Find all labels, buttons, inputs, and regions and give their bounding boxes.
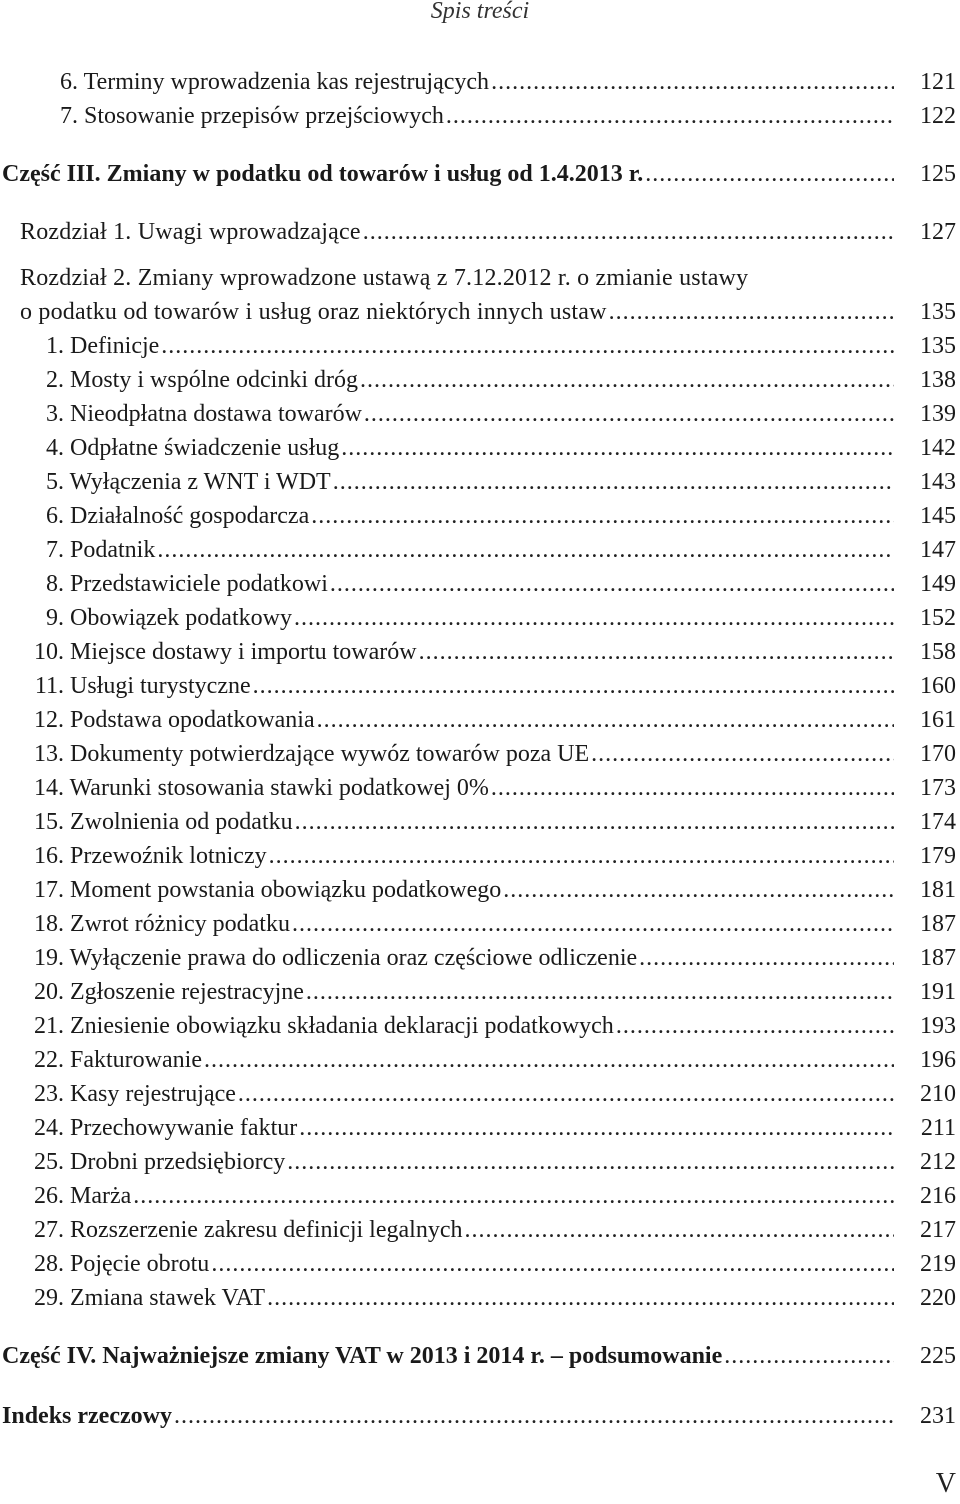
leader-dots (643, 158, 894, 190)
entry-title: Zgłoszenie rejestracyjne (70, 979, 304, 1005)
leader-dots (462, 1214, 894, 1246)
page-ref: 193 (920, 1013, 956, 1039)
entry-number: 16. (34, 843, 64, 869)
toc-entry (0, 66, 960, 98)
page-ref: 217 (920, 1217, 956, 1243)
leader-dots (722, 1340, 894, 1372)
entry-number: 19. (34, 945, 64, 971)
toc-entry (0, 840, 960, 872)
entry-number: 28. (34, 1251, 64, 1277)
page-ref: 231 (920, 1403, 956, 1429)
entry-title: Rozdział 2. Zmiany wprowadzone ustawą z 7.12.2012 r. o zmianie ustawy (20, 265, 749, 291)
entry-number: 14. (34, 775, 64, 801)
entry-title: Indeks rzeczowy (2, 1403, 172, 1429)
page-ref: 187 (920, 945, 956, 971)
page-ref: 152 (920, 605, 956, 631)
leader-dots (489, 66, 894, 98)
leader-dots (290, 908, 894, 940)
entry-number: 6. (46, 503, 64, 529)
entry-number: 26. (34, 1183, 64, 1209)
leader-dots (131, 1180, 894, 1212)
page-ref: 211 (920, 1115, 956, 1141)
entry-title: Nieodpłatna dostawa towarów (70, 401, 362, 427)
leader-dots (285, 1146, 894, 1178)
toc-entry (0, 364, 960, 396)
entry-number: 7. (46, 537, 64, 563)
entry-number: 21. (34, 1013, 64, 1039)
page-ref: 142 (920, 435, 956, 461)
entry-title: Marża (70, 1183, 132, 1209)
entry-number: 13. (34, 741, 64, 767)
toc-entry (0, 874, 960, 906)
leader-dots (417, 636, 894, 668)
entry-title: Zniesienie obowiązku składania deklaracji podatkowych (70, 1013, 614, 1039)
toc-entry (0, 500, 960, 532)
page-ref: 127 (920, 219, 956, 245)
entry-title: Stosowanie przepisów przejściowych (84, 103, 444, 129)
page-ref: 135 (920, 333, 956, 359)
page-ref: 160 (920, 673, 956, 699)
entry-title: Moment powstania obowiązku podatkowego (70, 877, 502, 903)
leader-dots (159, 330, 894, 362)
toc-entry (0, 534, 960, 566)
entry-title: Przewoźnik lotniczy (70, 843, 267, 869)
leader-dots (637, 942, 894, 974)
entry-title: Część III. Zmiany w podatku od towarów i usług od 1.4.2013 r. (2, 161, 644, 187)
toc-entry (0, 908, 960, 940)
leader-dots (267, 840, 894, 872)
page-ref: 187 (920, 911, 956, 937)
entry-title: Przedstawiciele podatkowi (70, 571, 328, 597)
page-ref: 147 (920, 537, 956, 563)
toc-entry (0, 100, 960, 132)
entry-number: 2. (46, 367, 64, 393)
toc-entry (0, 806, 960, 838)
page-ref: 125 (920, 161, 956, 187)
page-ref: 135 (920, 299, 956, 325)
leader-dots (251, 670, 894, 702)
toc-entry (0, 1044, 960, 1076)
leader-dots (293, 806, 894, 838)
entry-title: Warunki stosowania stawki podatkowej 0% (69, 775, 489, 801)
entry-number: 9. (46, 605, 64, 631)
entry-number: 15. (34, 809, 64, 835)
leader-dots (209, 1248, 894, 1280)
leader-dots (607, 296, 894, 328)
toc-entry (0, 1078, 960, 1110)
leader-dots (292, 602, 894, 634)
leader-dots (304, 976, 894, 1008)
toc-entry (0, 602, 960, 634)
entry-title: Pojęcie obrotu (70, 1251, 210, 1277)
entry-number: 4. (46, 435, 64, 461)
leader-dots (501, 874, 894, 906)
entry-title: Zmiana stawek VAT (70, 1285, 266, 1311)
entry-title: Rozdział 1. Uwagi wprowadzające (20, 219, 361, 245)
leader-dots (358, 364, 894, 396)
entry-title: Wyłączenie prawa do odliczenia oraz częściowe odliczenie (69, 945, 638, 971)
entry-number: 27. (34, 1217, 64, 1243)
leader-dots (202, 1044, 894, 1076)
entry-title: Usługi turystyczne (70, 673, 251, 699)
entry-title: Wyłączenia z WNT i WDT (69, 469, 331, 495)
entry-number: 24. (34, 1115, 64, 1141)
toc-entry (0, 330, 960, 362)
leader-dots (361, 216, 894, 248)
toc-entry (0, 1248, 960, 1280)
leader-dots (172, 1400, 894, 1432)
toc-entry (0, 466, 960, 498)
entry-number: 20. (34, 979, 64, 1005)
entry-number: 10. (34, 639, 64, 665)
entry-number: 12. (34, 707, 64, 733)
leader-dots (589, 738, 894, 770)
page-ref: 149 (920, 571, 956, 597)
page-ref: 122 (920, 103, 956, 129)
toc-entry (0, 398, 960, 430)
page-ref: 225 (920, 1343, 956, 1369)
toc-entry (0, 1214, 960, 1246)
leader-dots (236, 1078, 894, 1110)
entry-title: Mosty i wspólne odcinki dróg (70, 367, 358, 393)
page-ref: 145 (920, 503, 956, 529)
entry-title: Podatnik (70, 537, 156, 563)
toc-entry (0, 772, 960, 804)
page-ref: 179 (920, 843, 956, 869)
page-ref: 181 (920, 877, 956, 903)
leader-dots (155, 534, 894, 566)
entry-title: Kasy rejestrujące (70, 1081, 236, 1107)
page-ref: 158 (920, 639, 956, 665)
entry-number: 5. (46, 469, 64, 495)
entry-title: Podstawa opodatkowania (70, 707, 315, 733)
entry-title: Miejsce dostawy i importu towarów (70, 639, 417, 665)
entry-number: 1. (46, 333, 64, 359)
leader-dots (309, 500, 894, 532)
toc-entry (0, 1010, 960, 1042)
toc-entry (0, 636, 960, 668)
toc-entry (0, 738, 960, 770)
entry-number: 18. (34, 911, 64, 937)
toc-entry (0, 976, 960, 1008)
page-ref: 139 (920, 401, 956, 427)
toc-entry (0, 296, 960, 328)
toc-entry (0, 1282, 960, 1314)
running-header: Spis treści (430, 0, 530, 24)
entry-number: 11. (34, 673, 64, 699)
page-number: V (935, 1468, 956, 1499)
entry-title: Część IV. Najważniejsze zmiany VAT w 2013 i 2014 r. – podsumowanie (2, 1343, 723, 1369)
entry-title: Terminy wprowadzenia kas rejestrujących (83, 69, 490, 95)
page-ref: 212 (920, 1149, 956, 1175)
entry-title: Obowiązek podatkowy (70, 605, 292, 631)
entry-title: Rozszerzenie zakresu definicji legalnych (70, 1217, 463, 1243)
leader-dots (328, 568, 894, 600)
entry-number: 3. (46, 401, 64, 427)
entry-title: Dokumenty potwierdzające wywóz towarów poza UE (70, 741, 590, 767)
toc-entry (0, 704, 960, 736)
toc-entry (0, 1340, 960, 1372)
leader-dots (339, 432, 894, 464)
leader-dots (297, 1112, 894, 1144)
entry-title: Zwrot różnicy podatku (70, 911, 290, 937)
leader-dots (315, 704, 894, 736)
entry-number: 8. (46, 571, 64, 597)
page-ref: 138 (920, 367, 956, 393)
leader-dots (331, 466, 894, 498)
entry-title: Fakturowanie (70, 1047, 202, 1073)
entry-title: Działalność gospodarcza (70, 503, 310, 529)
page-ref: 143 (920, 469, 956, 495)
page-ref: 216 (920, 1183, 956, 1209)
toc-entry (0, 1146, 960, 1178)
leader-dots (614, 1010, 894, 1042)
toc-entry (0, 1400, 960, 1432)
leader-dots (362, 398, 894, 430)
page-ref: 161 (920, 707, 956, 733)
page-ref: 196 (920, 1047, 956, 1073)
toc-entry (0, 432, 960, 464)
leader-dots (444, 100, 894, 132)
entry-title: Odpłatne świadczenie usług (70, 435, 340, 461)
toc-entry (0, 262, 960, 294)
entry-number: 7. (60, 103, 78, 129)
entry-title: Zwolnienia od podatku (70, 809, 293, 835)
page-ref: 220 (920, 1285, 956, 1311)
page-ref: 121 (920, 69, 956, 95)
toc-entry (0, 216, 960, 248)
toc-entry (0, 1180, 960, 1212)
page-ref: 191 (920, 979, 956, 1005)
entry-number: 23. (34, 1081, 64, 1107)
page-ref: 173 (920, 775, 956, 801)
toc-entry (0, 670, 960, 702)
entry-title: Drobni przedsiębiorcy (70, 1149, 286, 1175)
entry-title: o podatku od towarów i usług oraz niektórych innych ustaw (20, 299, 607, 325)
toc-entry (0, 568, 960, 600)
entry-title: Definicje (70, 333, 160, 359)
entry-title: Przechowywanie faktur (70, 1115, 298, 1141)
entry-number: 29. (34, 1285, 64, 1311)
page-ref: 210 (920, 1081, 956, 1107)
page-ref: 174 (920, 809, 956, 835)
leader-dots (265, 1282, 894, 1314)
toc-entry (0, 942, 960, 974)
entry-number: 17. (34, 877, 64, 903)
page-ref: 219 (920, 1251, 956, 1277)
toc-entry (0, 1112, 960, 1144)
toc-entry (0, 158, 960, 190)
page-ref: 170 (920, 741, 956, 767)
leader-dots (489, 772, 894, 804)
entry-number: 25. (34, 1149, 64, 1175)
entry-number: 6. (60, 69, 78, 95)
entry-number: 22. (34, 1047, 64, 1073)
